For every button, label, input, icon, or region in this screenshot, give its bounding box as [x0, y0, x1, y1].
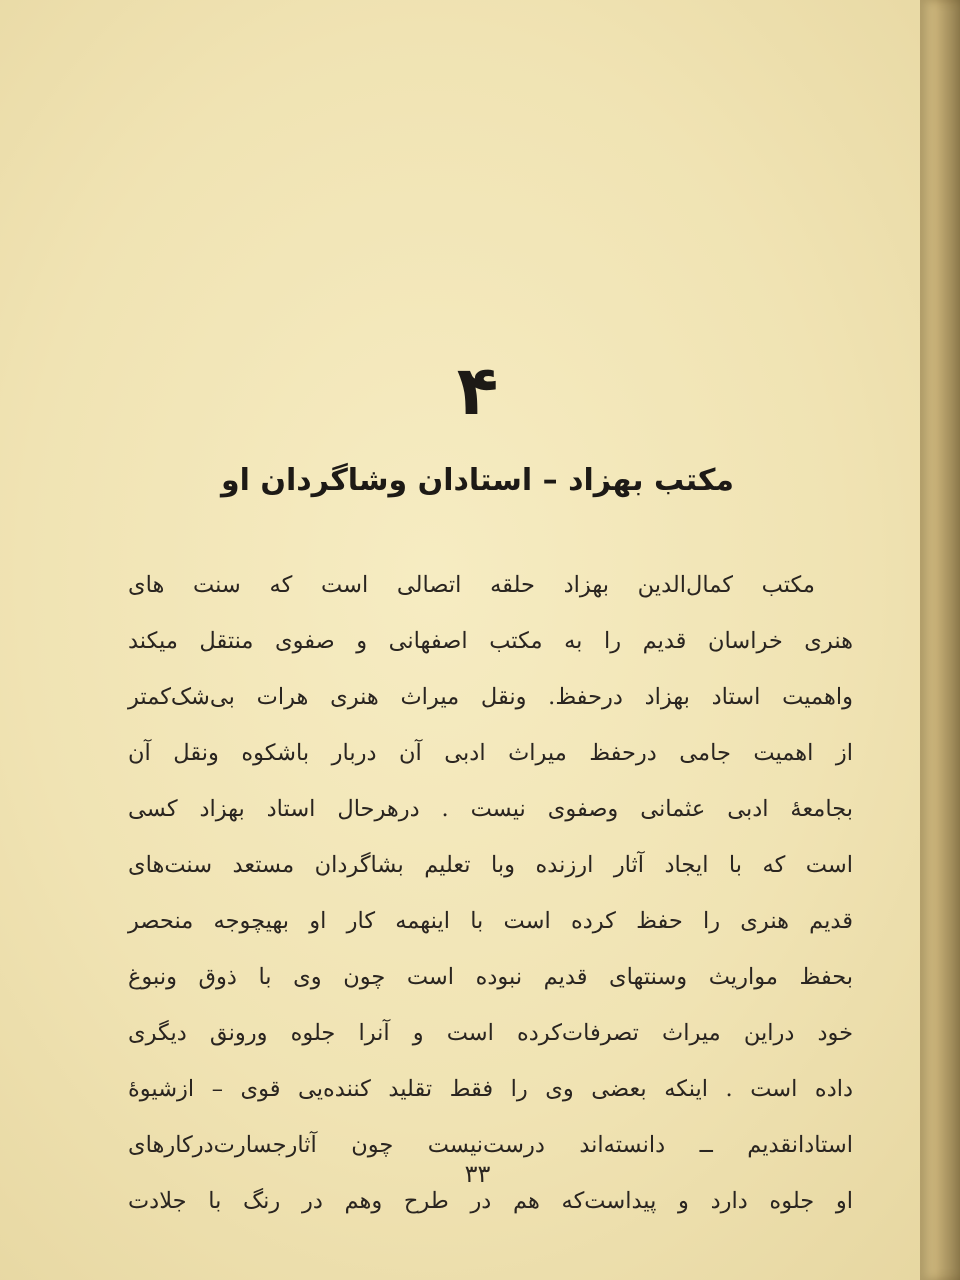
book-gutter — [920, 0, 960, 1280]
text-line: بحفظ مواریث وسنتهای قدیم نبوده است چون وی با ذوق ونبوغ — [128, 964, 853, 990]
body-paragraph — [128, 560, 853, 1232]
text-line: خود دراین میراث تصرفات‌کرده است و آنرا جلوه ورونق دیگری — [128, 1020, 853, 1046]
text-line: هنری خراسان قدیم را به مکتب اصفهانی و صفوی منتقل میکند — [128, 628, 853, 654]
text-line: مکتب کمال‌الدین بهزاد حلقه اتصالی است که سنت های — [128, 572, 815, 598]
text-line: داده است . اینکه بعضی وی را فقط تقلید کننده‌یی قوی – ازشیوهٔ — [128, 1076, 853, 1102]
text-line: قدیم هنری را حفظ کرده است با اینهمه کار او بهیچوجه منحصر — [128, 908, 853, 934]
page-number: ۳۳ — [464, 1160, 491, 1188]
chapter-title: مکتب بهزاد – استادان وشاگردان او — [221, 463, 734, 498]
text-line: واهمیت استاد بهزاد درحفظ. ونقل میراث هنری هرات بی‌شک‌کمتر — [128, 684, 853, 710]
chapter-number: ۴ — [456, 352, 499, 431]
text-line: استادانقدیم ــ دانسته‌اند درست‌نیست چون آثارجسارت‌درکارهای — [128, 1132, 853, 1158]
text-line: او جلوه دارد و پیداست‌که هم در طرح وهم در رنگ با جلادت — [128, 1188, 853, 1214]
text-line: بجامعهٔ ادبی عثمانی وصفوی نیست . درهرحال استاد بهزاد کسی — [128, 796, 853, 822]
text-line: از اهمیت جامی درحفظ میراث ادبی آن دربار باشکوه ونقل آن — [128, 740, 853, 766]
text-line: است که با ایجاد آثار ارزنده وبا تعلیم بشاگردان مستعد سنت‌های — [128, 852, 853, 878]
